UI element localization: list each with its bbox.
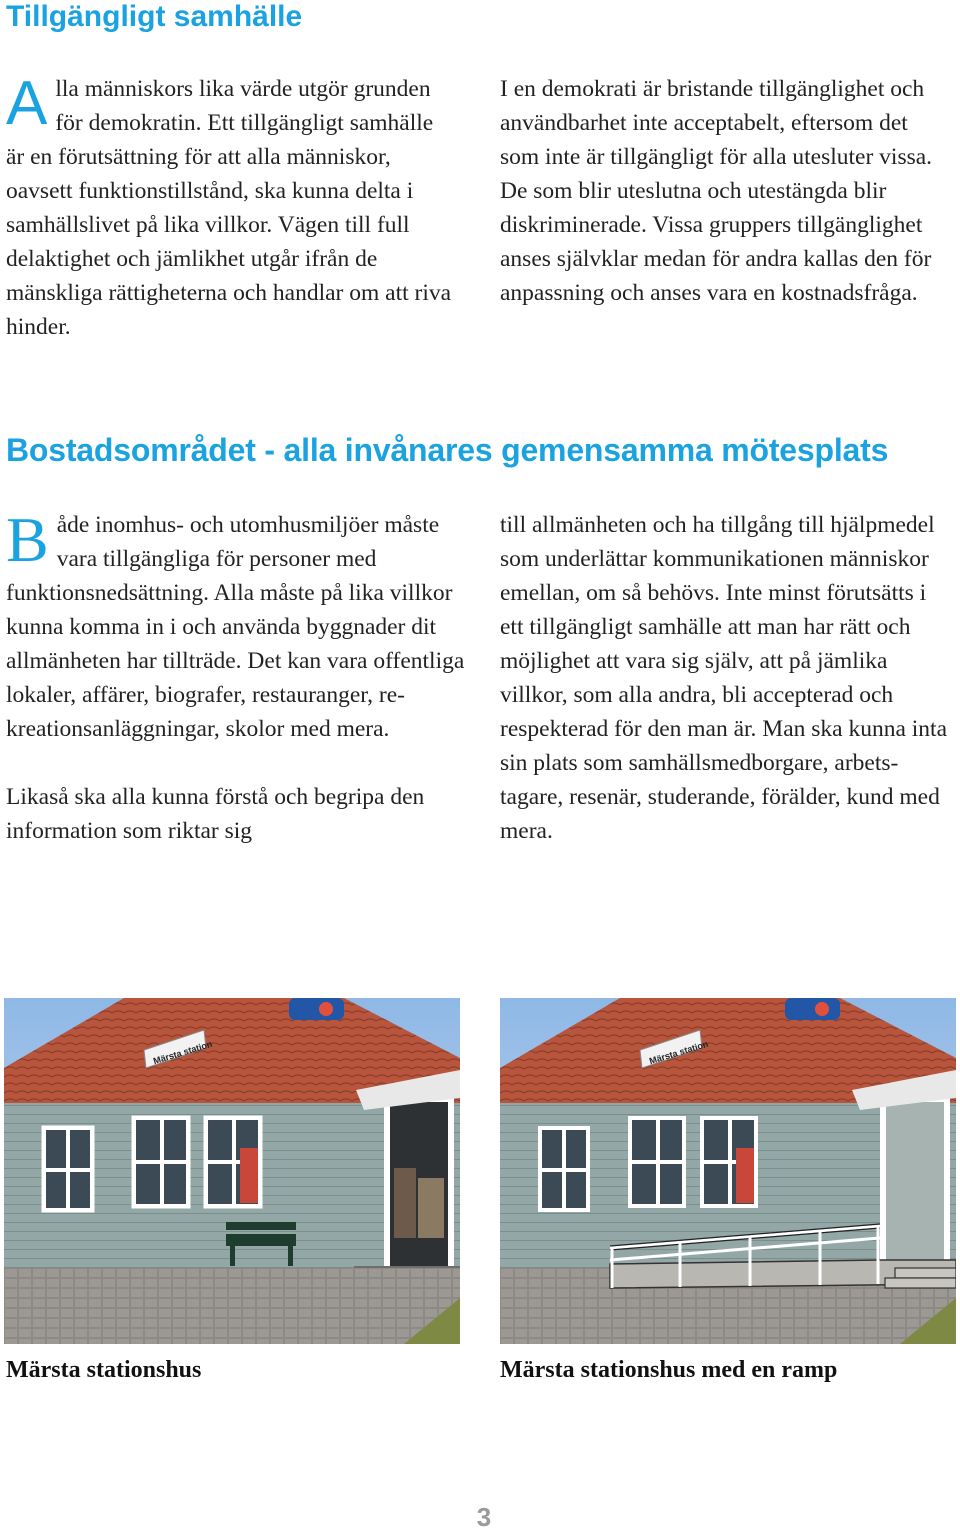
democracy-paragraph: I en demokrati är bristande tillgänglighet och användbarhet inte acceptabelt, eftersom det som inte är tillgängligt för alla utesluter vissa. De som blir uteslutna och utestängda blir diskriminerade. Vissa gruppers tillgänglighet anses självklar medan för andra kallas den för anpassning och anses vara en kostnadsfråga. [500, 76, 933, 306]
intro-paragraph [6, 69, 456, 344]
page-number: 3 [476, 1502, 492, 1532]
drop-cap-a: A [6, 69, 48, 138]
section-heading-tillgangligt-samhalle: Tillgängligt samhälle [6, 0, 303, 33]
intro-paragraph-text: lla människors lika värde utgör grunden för demokratin. Ett tillgängligt samhälle är en förutsättning för att alla människor, oavsett funktionstillstånd, ska kunna delta i samhällslivet på lika villkor. Vägen till full delaktighet och jämlikhet utgår ifrån de mänskliga rättigheterna och handlar om att riva hinder. [6, 76, 452, 340]
station-with-ramp-illustration [500, 998, 956, 1344]
photo-caption-1: Märsta stationshus [6, 1357, 202, 1383]
housing-right-column [500, 508, 950, 848]
intro-right-column [500, 72, 950, 310]
photo-caption-2: Märsta stationshus med en ramp [500, 1357, 838, 1383]
housing-paragraph-3: till allmänheten och ha tillgång till hjälpmedel som underlättar kommunikationen människor emellan, om så behövs. Inte minst förutsätts i ett tillgängligt samhälle att man har rätt och möjlighet att vara sig själv, att på jämlika villkor, som alla andra, bli accepterad och respekterad för den man är. Man ska kunna inta sin plats som samhällsmedborgare, arbetstagare, resenär, studerande, förälder, kund med mera. [500, 512, 947, 844]
photo-marsta-stationshus-med-ramp [500, 998, 956, 1344]
intro-left-column [6, 69, 456, 344]
station-sign-text: Märsta station [648, 1038, 710, 1067]
housing-paragraph-1 [6, 504, 466, 746]
housing-paragraph-1-text: åde inomhus- och utomhusmiljöer måste vara tillgängliga för personer med funktionsnedsättning. Alla måste på lika villkor kunna komma in i och använda byggnader dit allmänheten har tillträde. Det kan vara offentliga lokaler, affärer, biografer, restauranger, rekreationsanläggningar, skolor med mera. [6, 512, 465, 742]
photo-marsta-stationshus [4, 998, 460, 1344]
station-illustration [4, 998, 460, 1344]
station-sign-text: Märsta station [152, 1038, 214, 1067]
drop-cap-b: B [6, 504, 49, 575]
housing-paragraph-2: Likaså ska alla kunna förstå och begripa den information som riktar sig [6, 784, 425, 844]
housing-left-column [6, 504, 466, 848]
section-heading-bostadsomradet: Bostadsområdet - alla invånares gemensamma mötesplats [6, 432, 889, 468]
